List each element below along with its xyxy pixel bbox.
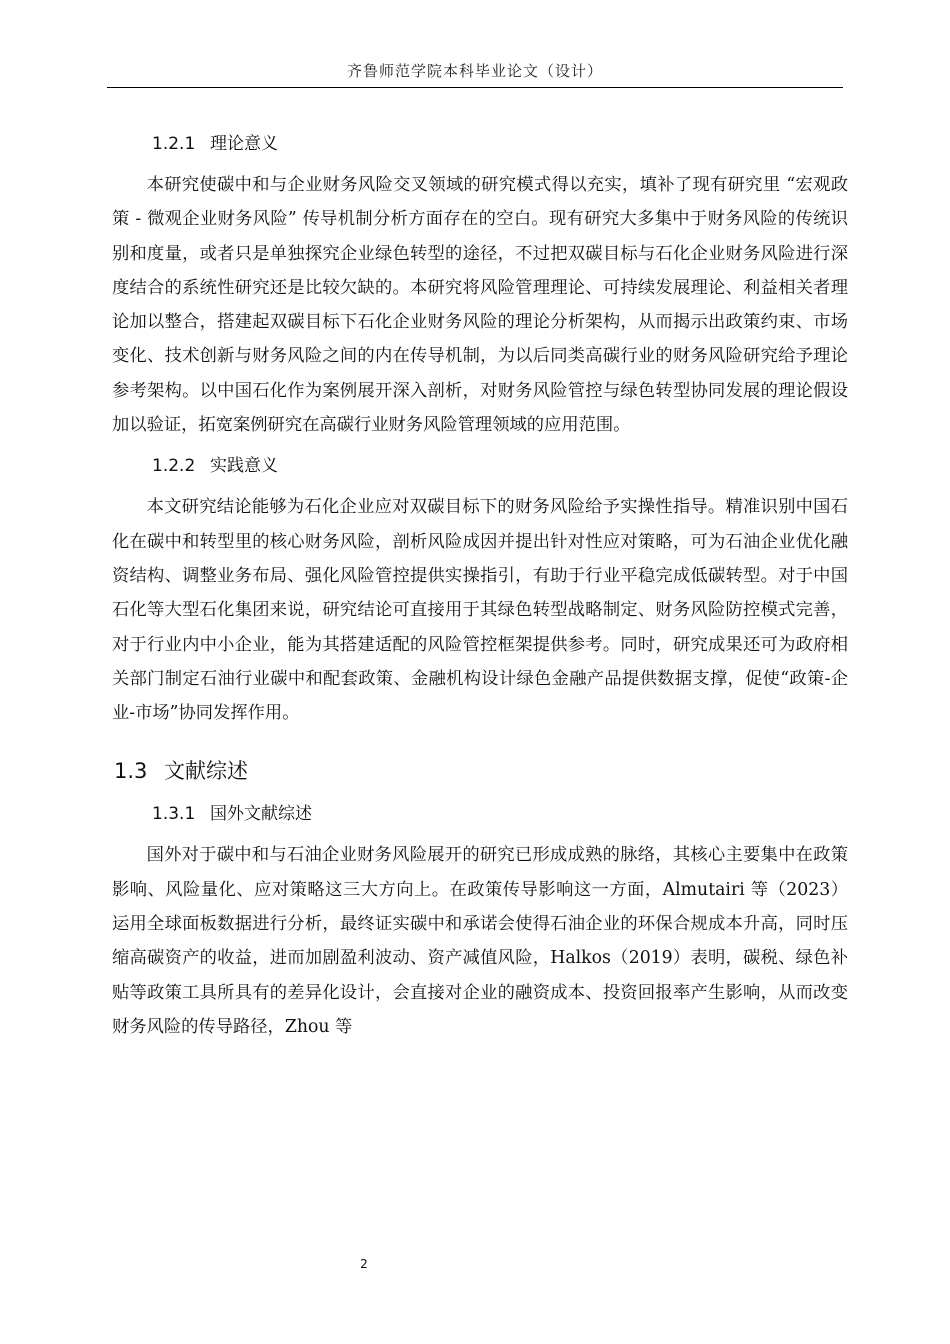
header-divider [107, 87, 843, 88]
page-header: 齐鲁师范学院本科毕业论文（设计） [346, 62, 603, 80]
section-title: 国外文献综述 [210, 804, 312, 825]
section-title: 实践意义 [210, 456, 278, 477]
section-heading-1-3-1 [152, 802, 848, 826]
page-number: 2 [360, 1257, 368, 1271]
paragraph-practical-significance: 本文研究结论能够为石化企业应对双碳目标下的财务风险给予实操性指导。精准识别中国石化在碳中和转型里的核心财务风险，剖析风险成因并提出针对性应对策略，可为石油企业优化融资结构、调整业务布局、强化风险管控提供实操指引，有助于行业平稳完成低碳转型。对于中国石化等大型石化集团来说，研究结论可直接用于其绿色转型战略制定、财务风险防控模式完善，对于行业内中小企业，能为其搭建适配的风险管控框架提供参考。同时，研究成果还可为政府相关部门制定石油行业碳中和配套政策、金融机构设计绿色金融产品提供数据支撑，促使“政策-企业-市场”协同发挥作用。 [112, 497, 848, 724]
paragraph-theoretical-significance: 本研究使碳中和与企业财务风险交叉领域的研究模式得以充实，填补了现有研究里 “宏观政策 - 微观企业财务风险” 传导机制分析方面存在的空白。现有研究大多集中于财务风险的传统识别和度量，或者只是单独探究企业绿色转型的途径，不过把双碳目标与石化企业财务风险进行深度结合的系统性研究还是比较欠缺的。本研究将风险管理理论、可持续发展理论、利益相关者理论加以整合，搭建起双碳目标下石化企业财务风险的理论分析架构，从而揭示出政策约束、市场变化、技术创新与财务风险之间的内在传导机制，为以后同类高碳行业的财务风险研究给予理论参考架构。以中国石化作为案例展开深入剖析，对财务风险管控与绿色转型协同发展的理论假设加以验证，拓宽案例研究在高碳行业财务风险管理领域的应用范围。 [112, 175, 848, 436]
section-number: 1.3 [114, 759, 148, 784]
section-number: 1.2.1 [152, 134, 196, 154]
section-title: 文献综述 [164, 759, 248, 784]
section-heading-1-2-1 [152, 132, 848, 156]
section-title: 理论意义 [210, 134, 278, 154]
document-body [112, 132, 848, 1056]
paragraph-foreign-literature: 国外对于碳中和与石油企业财务风险展开的研究已形成成熟的脉络，其核心主要集中在政策影响、风险量化、应对策略这三大方向上。在政策传导影响这一方面，Almutairi 等（2023）运用全球面板数据进行分析，最终证实碳中和承诺会使得石油企业的环保合规成本升高，同时压缩高碳资产的收益，进而加剧盈利波动、资产减值风险，Halkos（2019）表明，碳税、绿色补贴等政策工具所具有的差异化设计，会直接对企业的融资成本、投资回报率产生影响，从而改变财务风险的传导路径，Zhou 等 [112, 845, 848, 1037]
section-heading-1-2-2 [152, 454, 848, 478]
section-number: 1.3.1 [152, 804, 196, 825]
section-number: 1.2.2 [152, 456, 196, 477]
section-heading-1-3 [114, 756, 848, 786]
